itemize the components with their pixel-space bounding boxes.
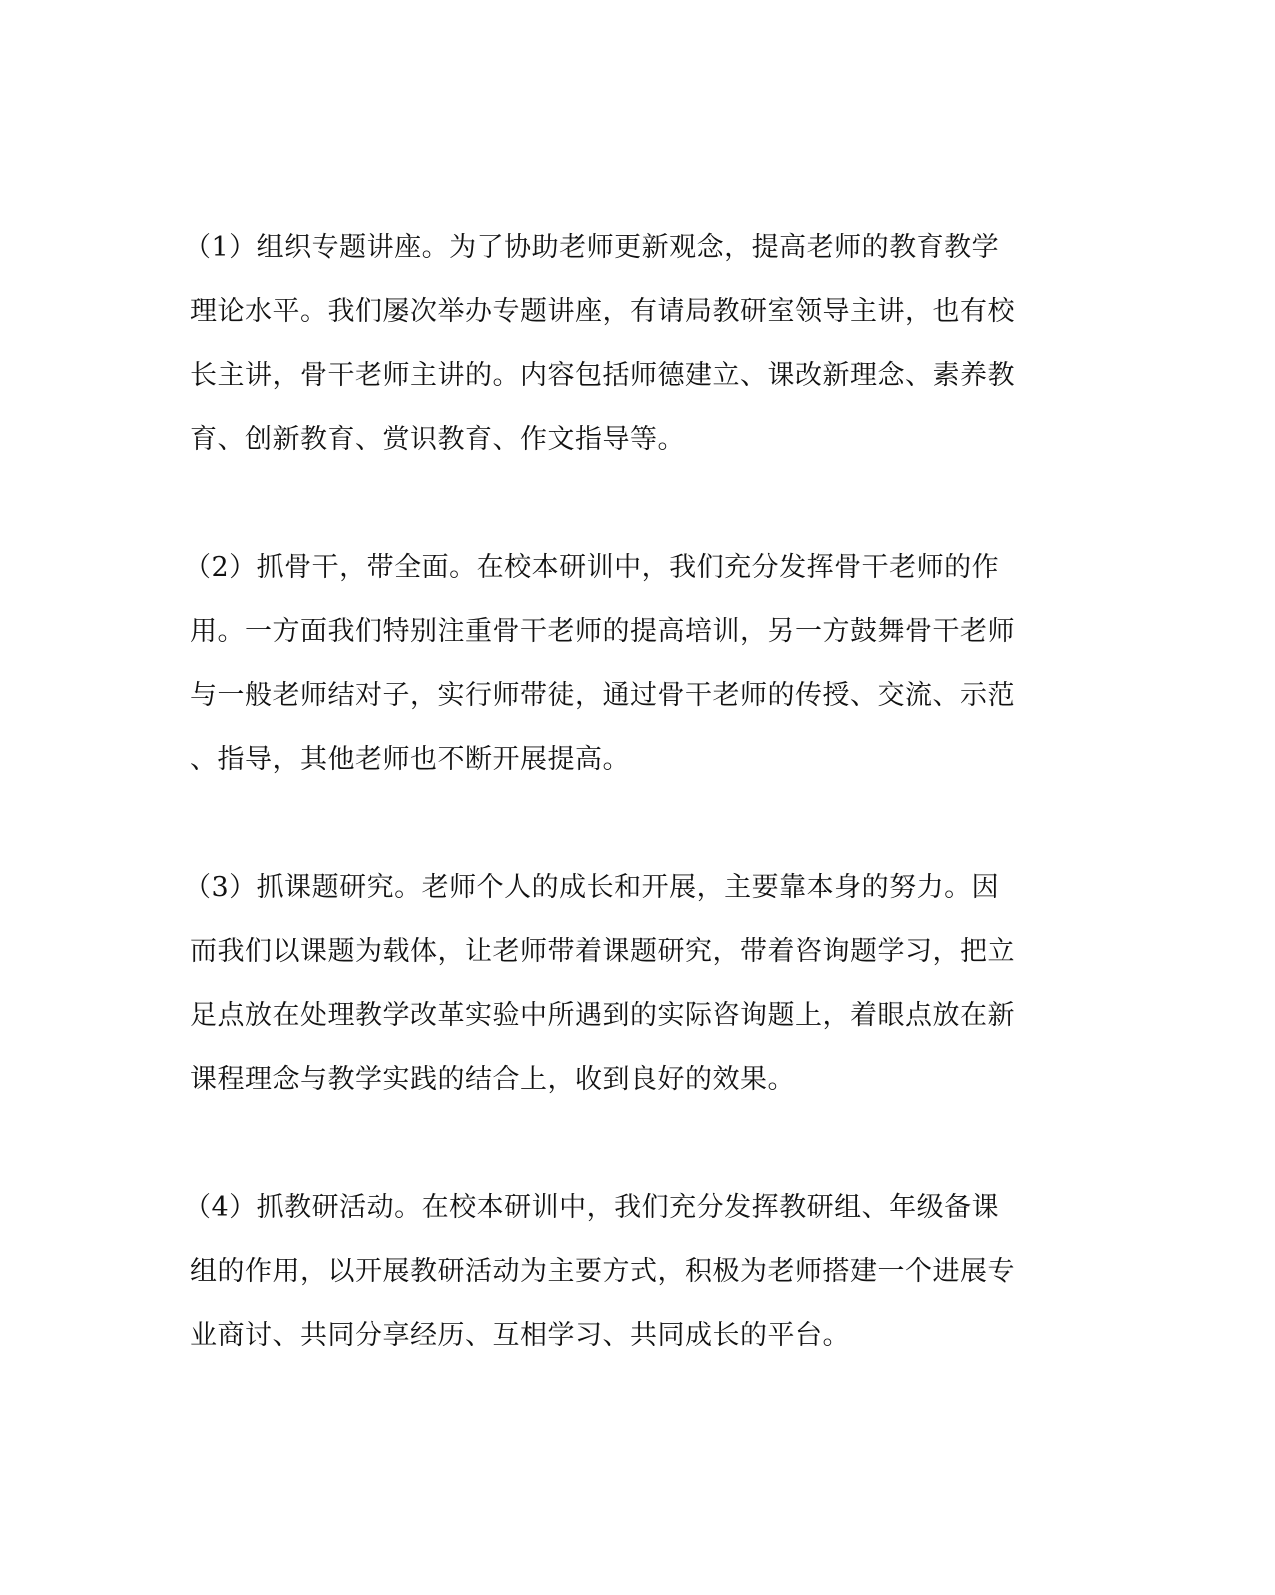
text-line: （2）抓骨干，带全面。在校本研训中，我们充分发挥骨干老师的作: [184, 552, 1000, 583]
text-line: 育、创新教育、赏识教育、作文指导等。: [190, 424, 685, 455]
text-line: 业商讨、共同分享经历、互相学习、共同成长的平台。: [190, 1320, 850, 1351]
paragraph-activities: [184, 1176, 1060, 1368]
text-line: 、指导，其他老师也不断开展提高。: [190, 744, 630, 775]
text-line: 足点放在处理教学改革实验中所遇到的实际咨询题上，着眼点放在新: [190, 1000, 1015, 1031]
text-line: 长主讲，骨干老师主讲的。内容包括师德建立、课改新理念、素养教: [190, 360, 1015, 391]
text-line: 与一般老师结对子，实行师带徒，通过骨干老师的传授、交流、示范: [190, 680, 1015, 711]
text-line: 课程理念与教学实践的结合上，收到良好的效果。: [190, 1064, 795, 1095]
paragraph-lecture: [184, 216, 1060, 472]
paragraph-backbone: [184, 536, 1060, 792]
text-line: 用。一方面我们特别注重骨干老师的提高培训，另一方鼓舞骨干老师: [190, 616, 1015, 647]
text-line: （1）组织专题讲座。为了协助老师更新观念，提高老师的教育教学: [184, 232, 1000, 263]
text-line: 理论水平。我们屡次举办专题讲座，有请局教研室领导主讲，也有校: [190, 296, 1015, 327]
paragraph-research: [184, 856, 1060, 1112]
text-line: 组的作用，以开展教研活动为主要方式，积极为老师搭建一个进展专: [190, 1256, 1015, 1287]
text-line: 而我们以课题为载体，让老师带着课题研究，带着咨询题学习，把立: [190, 936, 1015, 967]
text-line: （3）抓课题研究。老师个人的成长和开展，主要靠本身的努力。因: [184, 872, 1000, 903]
text-line: （4）抓教研活动。在校本研训中，我们充分发挥教研组、年级备课: [184, 1192, 1000, 1223]
